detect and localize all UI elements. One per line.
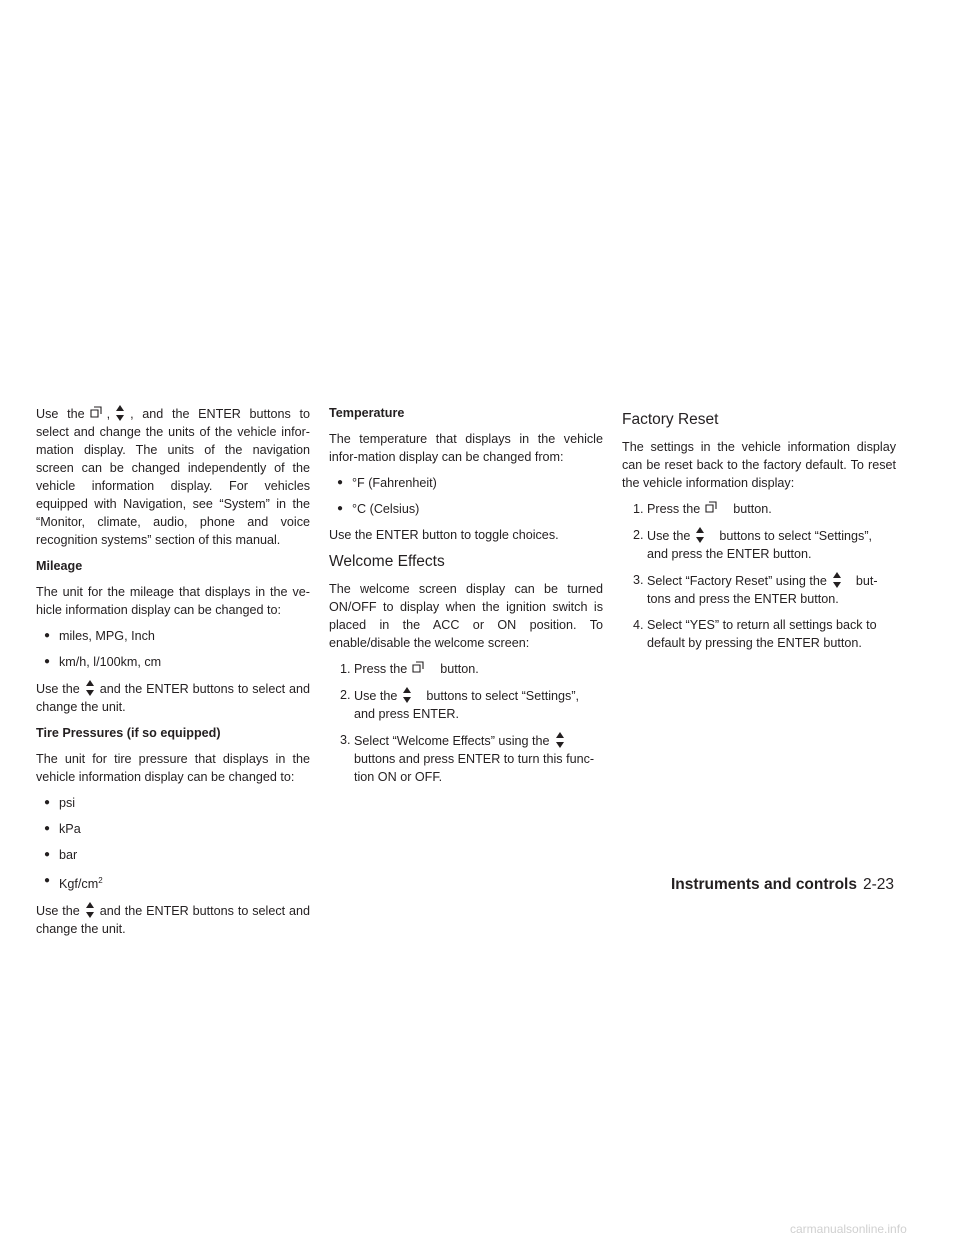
step-text: button. [440,662,479,676]
temperature-heading: Temperature [329,406,405,420]
up-down-arrow-icon [85,901,95,919]
list-item [622,616,896,652]
column-2 [329,404,603,794]
tire-pressure-options [36,794,310,893]
step-text: Press the [354,662,408,676]
step-text: Select “YES” to return all settings back to default by pressing the ENTER button. [647,618,877,650]
kgf-superscript: 2 [98,876,103,885]
up-down-arrow-icon [115,404,125,422]
step-number: 2. [633,528,644,542]
temperature-options [329,474,603,518]
list-item [329,686,603,723]
tire-instruction-text: and the ENTER buttons to select and change the unit. [36,904,311,937]
list-item [329,731,603,786]
page-number: 2-23 [862,876,894,893]
list-item: ● miles, MPG, Inch [36,627,310,645]
welcome-steps [329,660,603,786]
step-number: 1. [633,502,644,516]
up-down-arrow-icon [555,731,565,749]
back-button-icon [703,500,719,516]
watermark: carmanualsonline.info [790,1222,907,1236]
step-text: but-tons and press the ENTER button. [647,574,878,606]
temperature-instruction: Use the ENTER button to toggle choices. [329,528,559,542]
step-text: buttons to select “Settings”, and press the ENTER button. [647,529,873,561]
welcome-effects-heading: Welcome Effects [329,553,445,570]
mileage-options [36,627,310,671]
list-item [622,526,896,563]
factory-reset-steps [622,500,896,652]
step-number: 1. [340,662,351,676]
intro-text-a: Use the [36,407,85,421]
temperature-text: The temperature that displays in the vehicle infor-mation display can be changed from: [329,432,603,464]
tire-pressure-heading: Tire Pressures (if so equipped) [36,726,221,740]
step-text: Select “Welcome Effects” using the [354,734,550,748]
welcome-effects-text: The welcome screen display can be turned ON/OFF to display when the ignition switch is placed in the ACC or ON position. To enable/disable the welcome screen: [329,582,603,650]
intro-separator: , [106,407,111,421]
column-3 [622,404,896,660]
mileage-text: The unit for the mileage that displays in the ve-hicle information display can be changed to: [36,585,310,617]
list-item [36,872,310,893]
step-number: 3. [633,573,644,587]
mileage-instruction [36,679,310,716]
use-the-text: Use the [36,904,80,919]
step-text: Use the [647,529,691,543]
factory-reset-text: The settings in the vehicle information display can be reset back to the factory default. To reset the vehicle information display: [622,440,896,490]
intro-text-b: , and the ENTER buttons to select and change the units of the vehicle infor-mation display. The units of the navigation screen can be changed independently of the vehicle information display. For vehicles equipped with Navigation, see “System” in the “Monitor, climate, audio, phone and voice recognition systems” section of this manual. [36,407,311,547]
list-item: ● psi [36,794,310,812]
step-number: 3. [340,733,351,747]
kgf-text: Kgf/cm [59,877,99,892]
step-text: Press the [647,502,701,516]
up-down-arrow-icon [402,686,412,704]
step-text: buttons and press ENTER to turn this func-tion ON or OFF. [354,752,595,784]
list-item [622,571,896,608]
list-item: ● °C (Celsius) [329,500,603,518]
up-down-arrow-icon [695,526,705,544]
mileage-instruction-text: and the ENTER buttons to select and change the unit. [36,682,311,714]
step-text: button. [733,502,772,516]
use-the-text: Use the [36,682,80,696]
back-button-icon [88,405,104,421]
list-item: ● km/h, l/100km, cm [36,653,310,671]
step-text: buttons to select “Settings”, and press ENTER. [354,689,580,721]
step-text: Select “Factory Reset” using the [647,574,827,588]
list-item: ● °F (Fahrenheit) [329,474,603,492]
tire-pressure-instruction [36,901,310,938]
up-down-arrow-icon [832,571,842,589]
factory-reset-heading: Factory Reset [622,411,719,428]
mileage-heading: Mileage [36,559,83,573]
section-title: Instruments and controls [670,876,857,893]
tire-pressure-text: The unit for tire pressure that displays in the vehicle information display can be changed to: [36,752,310,784]
step-number: 2. [340,688,351,702]
intro-paragraph [36,404,310,549]
page-footer [671,876,894,894]
list-item: ● bar [36,846,310,864]
step-number: 4. [633,618,644,632]
up-down-arrow-icon [85,679,95,697]
column-1 [36,404,310,946]
step-text: Use the [354,689,398,703]
list-item [329,660,603,678]
list-item: ● kPa [36,820,310,838]
list-item [622,500,896,518]
back-button-icon [410,660,426,676]
